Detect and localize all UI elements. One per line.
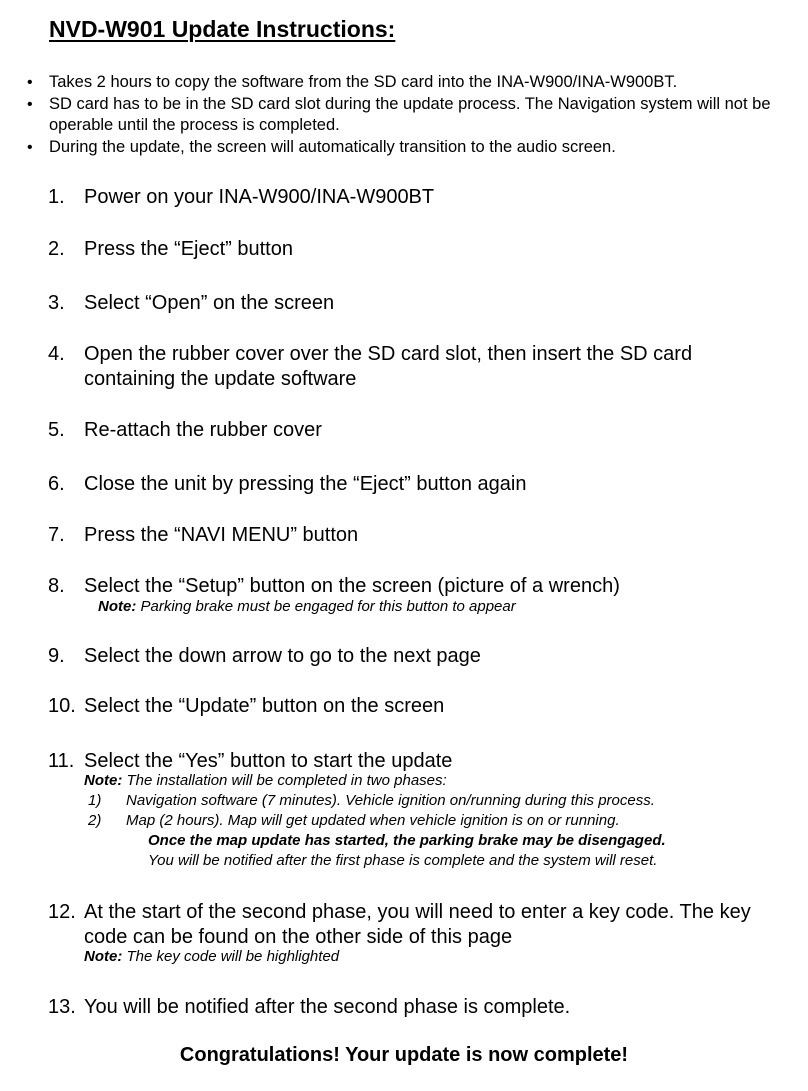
note-label: Note: — [84, 771, 123, 789]
bullet-item: • SD card has to be in the SD card slot during the update process. The Navigation system will not be operable until the process is completed. — [27, 94, 771, 134]
bullet-dot-icon: • — [27, 74, 33, 91]
note-label: Note: — [84, 948, 123, 965]
step-text: Re-attach the rubber cover — [84, 419, 322, 441]
step-3 — [48, 291, 788, 316]
step-number: 8. — [48, 575, 65, 597]
note-text: Parking brake must be engaged for this button to appear — [136, 597, 516, 615]
step-number: 13. — [48, 996, 76, 1018]
step-text: Power on your INA-W900/INA-W900BT — [84, 186, 435, 208]
step-text: Select the “Setup” button on the screen (picture of a wrench) — [84, 575, 620, 597]
step-note — [98, 597, 788, 617]
bullet-dot-icon: • — [27, 95, 33, 113]
step-note — [84, 947, 788, 967]
bullet-list — [27, 72, 797, 158]
step-11 — [48, 749, 788, 871]
step-number: 12. — [48, 901, 76, 923]
step-text: Select the “Update” button on the screen — [84, 695, 445, 717]
step-text: Close the unit by pressing the “Eject” button again — [84, 473, 527, 495]
step-number: 6. — [48, 473, 65, 495]
step-6 — [48, 472, 788, 497]
step-12 — [48, 900, 788, 967]
step-note — [84, 771, 788, 791]
phase-item — [84, 811, 788, 831]
completion-message: Congratulations! Your update is now complete! — [179, 1044, 629, 1066]
step-text: Open the rubber cover over the SD card slot, then insert the SD card containing the update software — [84, 343, 693, 390]
note-text: The installation will be completed in two phases: — [122, 771, 447, 789]
step-text: At the start of the second phase, you will need to enter a key code. The key code can be found on the other side of this page — [84, 901, 751, 948]
step-text: Press the “Eject” button — [84, 238, 293, 260]
step-text: Press the “NAVI MENU” button — [84, 524, 359, 546]
step-text: You will be notified after the second phase is complete. — [84, 996, 571, 1018]
phase-tail-note: You will be notified after the first phase is complete and the system will reset. — [148, 851, 658, 869]
note-text: The key code will be highlighted — [122, 948, 340, 965]
note-label: Note: — [98, 597, 137, 615]
step-number: 3. — [48, 292, 65, 314]
step-text: Select “Open” on the screen — [84, 292, 335, 314]
phase-item — [84, 791, 788, 811]
bullet-dot-icon: • — [27, 138, 33, 156]
step-13 — [48, 995, 788, 1020]
step-number: 9. — [48, 645, 65, 667]
step-8 — [48, 574, 788, 617]
phase-number: 1) — [88, 791, 102, 809]
phase-text: Navigation software (7 minutes). Vehicle ignition on/running during this process. — [126, 791, 655, 809]
step-10 — [48, 694, 788, 719]
step-4 — [48, 342, 788, 391]
step-number: 10. — [48, 695, 76, 717]
step-number: 2. — [48, 238, 65, 260]
phase-bold-note: Once the map update has started, the parking brake may be disengaged. — [148, 831, 666, 849]
phase-text: Map (2 hours). Map will get updated when vehicle ignition is on or running. — [126, 811, 620, 829]
step-number: 11. — [48, 750, 75, 772]
step-7 — [48, 523, 788, 548]
step-5 — [48, 418, 788, 443]
bullet-item: • During the update, the screen will automatically transition to the audio screen. — [27, 137, 797, 159]
step-2 — [48, 237, 788, 262]
step-number: 4. — [48, 343, 65, 365]
bullet-item: • Takes 2 hours to copy the software from the SD card into the INA-W900/INA-W900BT. — [27, 72, 797, 94]
step-9 — [48, 644, 788, 669]
step-text: Select the down arrow to go to the next page — [84, 645, 481, 667]
step-number: 7. — [48, 524, 65, 546]
step-1 — [48, 185, 788, 210]
step-text: Select the “Yes” button to start the update — [84, 750, 453, 772]
page-title: NVD-W901 Update Instructions: — [49, 16, 396, 42]
phase-number: 2) — [88, 811, 102, 829]
step-number: 5. — [48, 419, 65, 441]
step-number: 1. — [48, 186, 65, 208]
